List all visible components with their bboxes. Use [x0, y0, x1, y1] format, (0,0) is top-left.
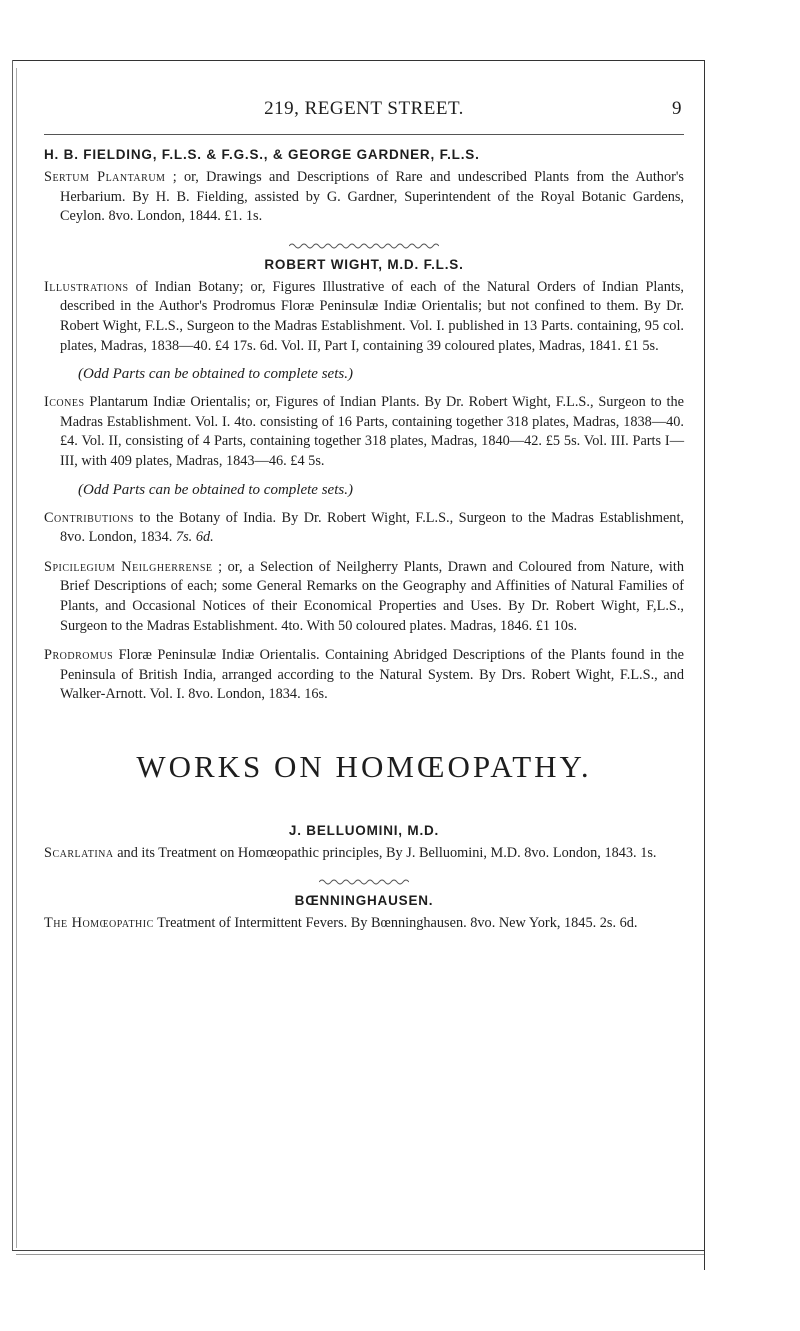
entry-lead: Scarlatina: [44, 844, 114, 861]
odd-parts-note: (Odd Parts can be obtained to complete sets.): [78, 481, 353, 498]
header-rule: [44, 134, 684, 135]
catalog-entry-icones: [44, 393, 684, 471]
entry-text: of Indian Botany; or, Figures Illustrative of each of the Natural Orders of Indian Plants, described in the Author's Prodromus Floræ Peninsulæ Indiæ Orientalis; but not confined to them. By Dr. Robert Wight, F.L.S., Surgeon to the Madras Establishment. Vol. I. published in 13 Parts. containing, 95 col. plates, Madras, 1838—40. £4 17s. 6d. Vol. II, Part I, containing 39 coloured plates, Madras, 1841. £1 5s.: [60, 278, 684, 354]
author-heading-belluomini: J. BELLUOMINI, M.D.: [288, 822, 440, 838]
catalog-entry-contributions: [44, 509, 684, 548]
catalog-entry-scarlatina: [44, 844, 684, 864]
entry-lead: Spicilegium Neilgherrense: [44, 558, 213, 575]
catalog-entry-intermittent-fevers: [44, 914, 684, 934]
page-border-bottom: [12, 1250, 704, 1251]
entry-lead: Prodromus: [44, 647, 114, 664]
entry-price: 7s. 6d.: [172, 529, 214, 546]
entry-text: Plantarum Indiæ Orientalis; or, Figures of Indian Plants. By Dr. Robert Wight, F.L.S., Surgeon to the Madras Establishment. Vol. I. 4to. consisting of 16 Parts, containing together 318 plates, Madras, 1838—40. £4. Vol. II, consisting of 4 Parts, containing together 318 plates, Madras, 1840—42. £5 5s. Vol. III. Parts I—III, with 409 plates, Madras, 1843—46. £4 5s.: [60, 394, 684, 469]
odd-parts-note: (Odd Parts can be obtained to complete sets.): [78, 366, 353, 383]
entry-text: Floræ Peninsulæ Indiæ Orientalis. Containing Abridged Descriptions of the Plants found in the Peninsula of British India, arranged according to the Natural System. By Drs. Robert Wight, F.L.S., and Walker-Arnott. Vol. I. 8vo. London, 1834. 16s.: [60, 647, 684, 703]
entry-text: and its Treatment on Homœopathic principles, By J. Belluomini, M.D. 8vo. London, 1843. 1s.: [113, 844, 657, 861]
entry-lead: The Homœopathic: [44, 915, 154, 932]
entry-text: ; or, Drawings and Descriptions of Rare and undescribed Plants from the Author's Herbarium. By H. B. Fielding, assisted by G. Gardner, Superintendent of the Royal Botanic Gardens, Ceylon. 8vo. London, 1844. £1. 1s.: [60, 169, 684, 225]
entry-text: ; or, a Selection of Neilgherry Plants, Drawn and Coloured from Nature, with Brief Descriptions of each; some General Remarks on the Geography and Affinities of Natural Families of Plants, and Occasional Notices of their Economical Properties and Uses. By Dr. Robert Wight, F,L.S., Surgeon to the Madras Establishment. 4to. With 50 coloured plates. Madras, 1846. £1 10s.: [60, 558, 684, 634]
page-number: 9: [672, 98, 682, 119]
ornamental-divider: [44, 873, 684, 883]
author-heading-wight: ROBERT WIGHT, M.D. F.L.S.: [264, 256, 464, 272]
page-content: [44, 98, 684, 944]
section-heading-homoeopathy: WORKS ON HOMŒOPATHY.: [136, 748, 592, 784]
running-title: 219, REGENT STREET.: [264, 98, 464, 119]
page-border-right: [704, 60, 705, 1270]
page-border-top: [12, 60, 704, 61]
ornamental-divider: [44, 237, 684, 247]
catalog-entry-sertum-plantarum: [44, 168, 684, 227]
catalog-entry-spicilegium: [44, 558, 684, 636]
entry-text: to the Botany of India. By Dr. Robert Wight, F.L.S., Surgeon to the Madras Establishment, 8vo. London, 1834.: [60, 509, 684, 546]
entry-lead: Contributions: [44, 509, 134, 526]
page-border-left: [12, 60, 13, 1250]
running-header: [44, 98, 684, 132]
author-heading-fielding-gardner: H. B. FIELDING, F.L.S. & F.G.S., & GEORGE GARDNER, F.L.S.: [44, 147, 480, 162]
entry-lead: Sertum Plantarum: [44, 169, 166, 185]
entry-lead: Icones: [44, 394, 85, 411]
catalog-entry-illustrations: [44, 278, 684, 356]
entry-lead: Illustrations: [44, 278, 129, 295]
page-border-bottom-inner: [16, 1254, 704, 1255]
page-border-left-inner: [16, 68, 17, 1248]
entry-text: Treatment of Intermittent Fevers. By Bœnninghausen. 8vo. New York, 1845. 2s. 6d.: [153, 915, 638, 932]
catalog-entry-prodromus: [44, 646, 684, 705]
author-heading-boenninghausen: BŒNNINGHAUSEN.: [294, 893, 434, 909]
